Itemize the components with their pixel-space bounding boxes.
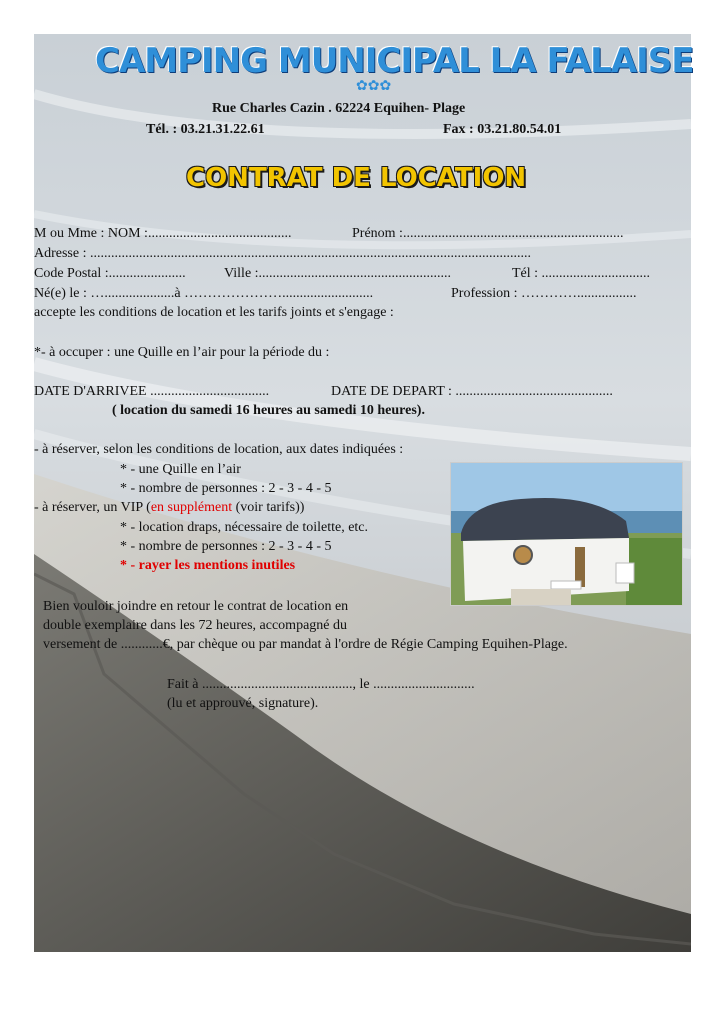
postal-code-field[interactable]: Code Postal :...................... — [34, 266, 186, 281]
phone-number: Tél. : 03.21.31.22.61 — [146, 122, 265, 137]
birth-field[interactable]: Né(e) le : …....................à ………………….......................... — [34, 286, 374, 301]
location-note: ( location du samedi 16 heures au samedi 10 heures). — [112, 403, 425, 418]
address-field[interactable]: Adresse : .............................................................................................................................. — [34, 246, 531, 261]
signature-note: (lu et approuvé, signature). — [167, 696, 319, 711]
occupy-text: *- à occuper : une Quille en l’air pour la période du : — [34, 345, 330, 360]
departure-date-field[interactable]: DATE DE DEPART : ............................................. — [331, 384, 613, 399]
reserve-item-persons-vip: * - nombre de personnes : 2 - 3 - 4 - 5 — [120, 539, 332, 554]
quille-house-photo — [450, 462, 683, 606]
vip-text-pre: - à réserver, un VIP ( — [34, 500, 151, 515]
accept-text: accepte les conditions de location et les tarifs joints et s'engage : — [34, 305, 394, 320]
city-field[interactable]: Ville :....................................................... — [224, 266, 452, 281]
closing-line-2: double exemplaire dans les 72 heures, accompagné du — [43, 618, 348, 633]
profession-field[interactable]: Profession : …………................. — [451, 286, 637, 301]
place-date-field[interactable]: Fait à ..........................................., le ............................. — [167, 677, 475, 692]
camping-name-title: CAMPING MUNICIPAL LA FALAISE — [95, 41, 694, 81]
name-field[interactable]: M ou Mme : NOM :......................................... — [34, 226, 292, 241]
arrival-date-field[interactable]: DATE D'ARRIVEE .................................. — [34, 384, 270, 399]
fax-number: Fax : 03.21.80.54.01 — [443, 122, 562, 137]
firstname-field[interactable]: Prénom :............................................................... — [352, 226, 624, 241]
reserve-text: - à réserver, selon les conditions de location, aux dates indiquées : — [34, 442, 404, 457]
contract-title: CONTRAT DE LOCATION — [186, 163, 527, 193]
tel-field[interactable]: Tél : ............................... — [512, 266, 651, 281]
address-line: Rue Charles Cazin . 62224 Equihen- Plage — [212, 101, 466, 116]
closing-line-1: Bien vouloir joindre en retour le contrat de location en — [43, 599, 349, 614]
vip-text-post: (voir tarifs)) — [232, 500, 305, 515]
reserve-item-quille: * - une Quille en l’air — [120, 462, 241, 477]
vip-text — [34, 500, 304, 516]
strike-mentions-note: * - rayer les mentions inutiles — [120, 558, 296, 573]
vip-supplement: en supplément — [150, 500, 233, 515]
closing-line-3: versement de ............€, par chèque ou par mandat à l'ordre de Régie Camping Equihen-Plage. — [43, 637, 568, 652]
reserve-item-persons: * - nombre de personnes : 2 - 3 - 4 - 5 — [120, 481, 332, 496]
reserve-item-linen: * - location draps, nécessaire de toilette, etc. — [120, 520, 369, 535]
flower-decoration-icon: ✿✿✿ — [356, 79, 392, 94]
